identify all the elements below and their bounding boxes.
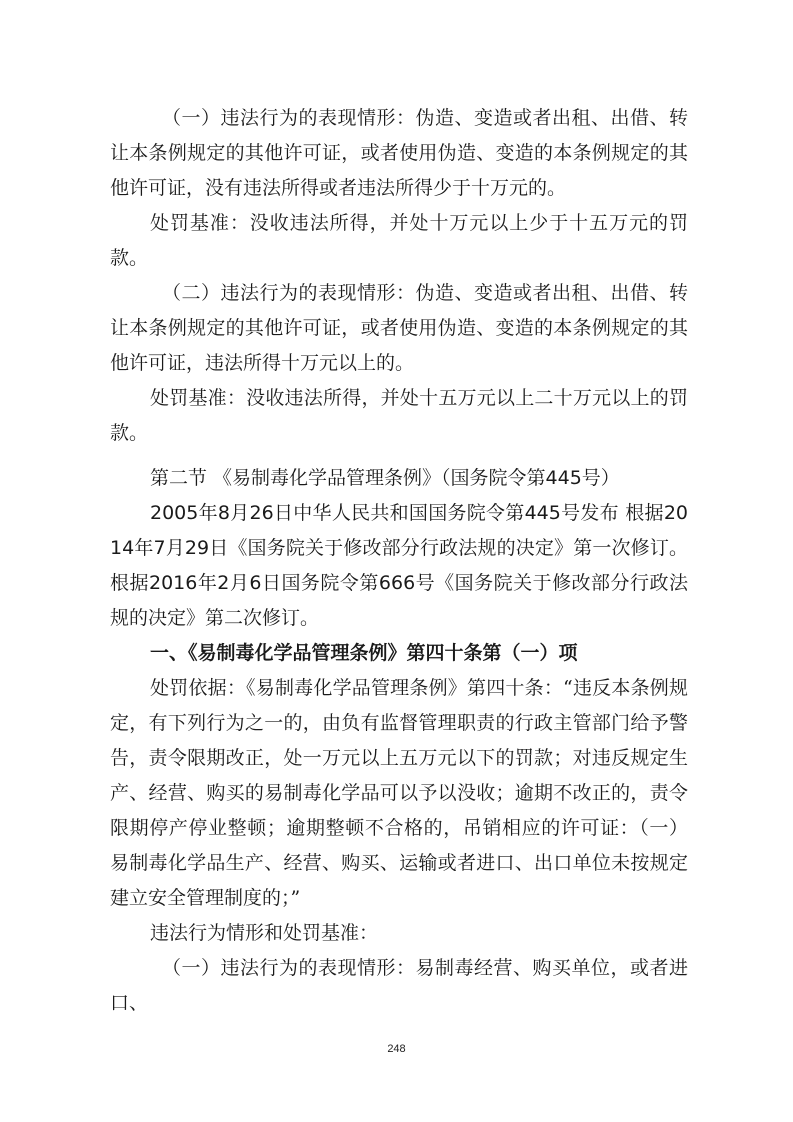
penalty-basis-paragraph: 处罚依据：《易制毒化学品管理条例》第四十条：“违反本条例规定，有下列行为之一的，由负有监督管理职责的行政主管部门给予警告，责令限期改正，处一万元以上五万元以下的罚款；对违反规定生产、经营、购买的易制毒化学品可以予以没收；逾期不改正的，责令限期停产停业整顿；逾期整顿不合格的，吊销相应的许可证：（一）易制毒化学品生产、经营、购买、运输或者进口、出口单位未按规定建立安全管理制度的；” bbox=[110, 677, 688, 909]
article-heading: 一、《易制毒化学品管理条例》第四十条第（一）项 bbox=[150, 642, 578, 664]
criteria-label: 违法行为情形和处罚基准： bbox=[150, 922, 379, 944]
section-block bbox=[110, 461, 688, 1021]
penalty-cases-block bbox=[110, 101, 688, 451]
case-one-paragraph: （一）违法行为的表现情形：伪造、变造或者出租、出借、转让本条例规定的其他许可证，或者使用伪造、变造的本条例规定的其他许可证，没有违法所得或者违法所得少于十万元的。 bbox=[110, 107, 688, 199]
revision-history: 2005年8月26日中华人民共和国国务院令第445号发布 根据2014年7月29日《国务院关于修改部分行政法规的决定》第一次修订。根据2016年2月6日国务院令第666号《国务院关于修改部分行政法规的决定》第二次修订。 bbox=[110, 502, 688, 629]
penalty-standard-one: 处罚基准：没收违法所得，并处十万元以上少于十五万元的罚款。 bbox=[110, 212, 688, 269]
case-one-start: （一）违法行为的表现情形：易制毒经营、购买单位，或者进口、 bbox=[110, 957, 688, 1014]
page-number: 248 bbox=[387, 1043, 406, 1055]
case-two-paragraph: （二）违法行为的表现情形：伪造、变造或者出租、出借、转让本条例规定的其他许可证，或者使用伪造、变造的本条例规定的其他许可证，违法所得十万元以上的。 bbox=[110, 282, 688, 374]
penalty-standard-two: 处罚基准：没收违法所得，并处十五万元以上二十万元以上的罚款。 bbox=[110, 387, 688, 444]
section-heading: 第二节 《易制毒化学品管理条例》（国务院令第445号） bbox=[150, 467, 620, 489]
